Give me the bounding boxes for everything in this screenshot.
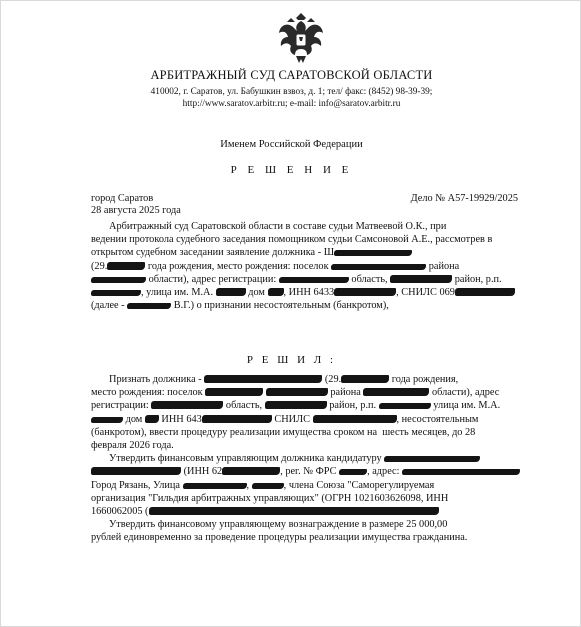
- redaction-mark: [149, 507, 439, 515]
- decision-date: 28 августа 2025 года: [91, 205, 181, 216]
- resolution-line: (ИНН 62 , рег. № ФРС , адрес:: [91, 466, 527, 478]
- resolution-line: Утвердить финансовому управляющему вознаграждение в размере 25 000,00: [91, 519, 448, 531]
- redaction-mark: [183, 483, 247, 489]
- resolution-line: 1660062005 (: [91, 506, 527, 518]
- redaction-mark: [339, 469, 367, 475]
- redaction-mark: [91, 277, 146, 283]
- resolution-line: организация "Гильдия арбитражных управляющих" (ОГРН 1021603626098, ИНН: [91, 492, 449, 504]
- redaction-mark: [313, 415, 397, 423]
- redaction-mark: [204, 375, 322, 383]
- redaction-mark: [390, 275, 452, 283]
- redaction-mark: [279, 277, 349, 283]
- redaction-mark: [266, 388, 328, 396]
- redaction-mark: [127, 303, 171, 309]
- court-name: АРБИТРАЖНЫЙ СУД САРАТОВСКОЙ ОБЛАСТИ: [150, 68, 433, 82]
- redaction-mark: [334, 250, 412, 256]
- redaction-mark: [331, 264, 426, 270]
- intro-line: (далее - В.Г.) о признании несостоятельным (банкротом),: [91, 300, 389, 312]
- redaction-mark: [205, 388, 263, 396]
- redaction-mark: [91, 417, 123, 423]
- redaction-mark: [145, 415, 159, 423]
- resolution-line: (банкротом), ввести процедуру реализации имущества сроком на шесть месяцев, до 28: [91, 426, 476, 438]
- intro-line: области), адрес регистрации: область, район, р.п.: [91, 274, 527, 286]
- redaction-mark: [216, 288, 246, 296]
- coat-of-arms-icon: [276, 11, 326, 65]
- redaction-mark: [363, 388, 429, 396]
- court-address: [1, 86, 581, 110]
- in-the-name-of-federation: Именем Российской Федерации: [220, 139, 363, 150]
- city: город Саратов: [91, 193, 154, 204]
- redaction-mark: [379, 403, 431, 409]
- resolution-line: дом ИНН 643 СНИЛС , несостоятельным: [91, 414, 527, 426]
- intro-line: ведении протокола судебного заседания помощником судьи Самсоновой А.Е., рассмотрев в: [91, 234, 493, 246]
- redaction-mark: [91, 290, 141, 296]
- intro-line: Арбитражный суд Саратовской области в составе судьи Матвеевой О.К., при: [91, 221, 447, 232]
- redaction-mark: [91, 467, 181, 475]
- redaction-mark: [151, 401, 223, 409]
- redaction-mark: [107, 262, 145, 270]
- redaction-mark: [265, 401, 327, 409]
- redaction-mark: [222, 467, 280, 475]
- decision-title: Р Е Ш Е Н И Е: [230, 164, 353, 176]
- intro-line: , улица им. М.А. дом , ИНН 6433 , СНИЛС 069: [91, 287, 527, 299]
- resolution-line: рублей единовременно за проведение процедуры реализации имущества гражданина.: [91, 532, 468, 544]
- redaction-mark: [341, 375, 389, 383]
- redaction-mark: [268, 288, 284, 296]
- court-address-line: 410002, г. Саратов, ул. Бабушкин взвоз, д. 1; тел/ факс: (8452) 98-39-39;: [150, 87, 433, 97]
- resolution-line: февраля 2026 года.: [91, 440, 174, 451]
- resolution-line: Признать должника - (29. года рождения,: [91, 374, 459, 385]
- resolution-line: Утвердить финансовым управляющим должника кандидатуру: [91, 453, 527, 465]
- case-number: Дело № А57-19929/2025: [410, 193, 518, 204]
- redaction-mark: [252, 483, 284, 489]
- resolution-line: регистрации: область, район, р.п. улица им. М.А.: [91, 400, 501, 412]
- intro-line: (29. года рождения, место рождения: поселок района: [91, 260, 460, 272]
- court-contacts-line: http://www.saratov.arbitr.ru; e-mail: info@saratov.arbitr.ru: [182, 99, 401, 109]
- redaction-mark: [455, 288, 515, 296]
- redaction-mark: [402, 469, 520, 475]
- redaction-mark: [384, 456, 480, 462]
- resolution-title: Р Е Ш И Л :: [246, 354, 337, 366]
- intro-line: открытом судебном заседании заявление должника - Ш: [91, 247, 527, 259]
- redaction-mark: [202, 415, 272, 423]
- resolution-line: место рождения: поселок района области), адрес: [91, 387, 500, 399]
- redaction-mark: [334, 288, 396, 296]
- resolution-line: Город Рязань, Улица , , члена Союза "Саморегулируемая: [91, 479, 435, 491]
